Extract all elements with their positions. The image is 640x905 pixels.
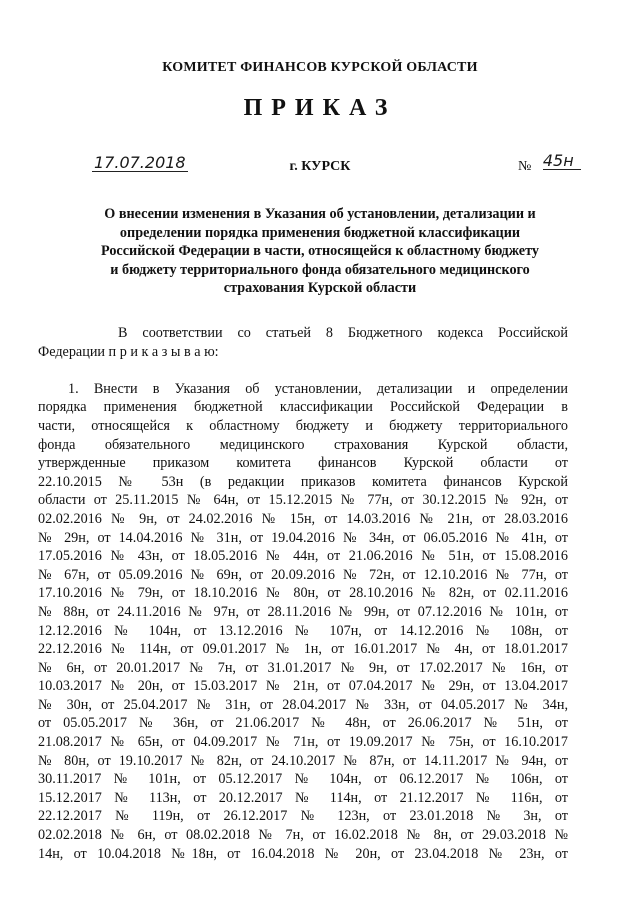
paragraph-item-1 <box>38 380 568 863</box>
body-line: порядка применения бюджетной классификации Российской Федерации в <box>38 399 568 416</box>
order-date-value: 17.07.2018 <box>94 153 186 172</box>
body-line: № 6н, от 20.01.2017 № 7н, от 31.01.2017 № 9н, от 17.02.2017 № 16н, от <box>38 659 568 676</box>
subject-line: определении порядка применения бюджетной классификации <box>119 224 521 241</box>
body-line: В соответствии со статьей 8 Бюджетного кодекса Российской <box>118 325 568 341</box>
body-line: Федерации п р и к а з ы в а ю: <box>38 343 219 360</box>
body-line: 17.05.2016 № 43н, от 18.05.2016 № 44н, от 21.06.2016 № 51н, от 15.08.2016 <box>38 548 568 565</box>
body-line: 1. Внести в Указания об установлении, детализации и определении <box>68 380 568 397</box>
subject-line: страхования Курской области <box>223 280 417 297</box>
order-number-label: № <box>518 159 532 174</box>
body-line: 15.12.2017 № 113н, от 20.12.2017 № 114н, от 21.12.2017 № 116н, от <box>38 789 568 806</box>
body-line: № 80н, от 19.10.2017 № 82н, от 24.10.2017 № 87н, от 14.11.2017 № 94н, от <box>38 752 568 769</box>
order-subject <box>70 205 570 298</box>
body-line: 22.10.2015 № 53н (в редакции приказов комитета финансов Курской <box>38 473 568 490</box>
body-line: 22.12.2016 № 114н, от 09.01.2017 № 1н, от 16.01.2017 № 4н, от 18.01.2017 <box>38 641 568 658</box>
body-line: области от 25.11.2015 № 64н, от 15.12.2015 № 77н, от 30.12.2015 № 92н, от <box>38 492 568 509</box>
body-line: утвержденные приказом комитета финансов Курской области от <box>38 455 568 472</box>
paragraph-preamble <box>38 324 568 361</box>
subject-line: О внесении изменения в Указания об установлении, детализации и <box>104 206 536 222</box>
body-line: фонда обязательного медицинского страхования Курской области, <box>38 436 568 453</box>
body-line: № 67н, от 05.09.2016 № 69н, от 20.09.2016 № 72н, от 12.10.2016 № 77н, от <box>38 566 568 583</box>
body-line: № 29н, от 14.04.2016 № 31н, от 19.04.2016 № 34н, от 06.05.2016 № 41н, от <box>38 529 568 546</box>
subject-line: Российской Федерации в части, относящейся к областному бюджету <box>101 243 539 260</box>
body-line: 02.02.2018 № 6н, от 08.02.2018 № 7н, от 16.02.2018 № 8н, от 29.03.2018 № <box>38 827 568 844</box>
body-line: 12.12.2016 № 104н, от 13.12.2016 № 107н, от 14.12.2016 № 108н, от <box>38 622 568 639</box>
body-line: 22.12.2017 № 119н, от 26.12.2017 № 123н, от 23.01.2018 № 3н, от <box>38 808 568 825</box>
order-body <box>38 324 568 863</box>
body-line: 30.11.2017 № 101н, от 05.12.2017 № 104н, от 06.12.2017 № 106н, от <box>38 771 568 788</box>
body-line: № 88н, от 24.11.2016 № 97н, от 28.11.2016 № 99н, от 07.12.2016 № 101н, от <box>38 603 568 620</box>
order-number <box>518 151 581 174</box>
body-line: 02.02.2016 № 9н, от 24.02.2016 № 15н, от 14.03.2016 № 21н, от 28.03.2016 <box>38 510 568 527</box>
document-type-title: ПРИКАЗ <box>243 95 397 121</box>
order-city: г. КУРСК <box>289 159 351 174</box>
subject-line: и бюджету территориального фонда обязательного медицинского <box>110 261 530 278</box>
body-line: № 30н, от 25.04.2017 № 31н, от 28.04.2017 № 33н, от 04.05.2017 № 34н, <box>38 696 568 713</box>
body-line: части, относящейся к областному бюджету и бюджету территориального <box>38 417 568 434</box>
body-line: от 05.05.2017 № 36н, от 21.06.2017 № 48н, от 26.06.2017 № 51н, от <box>38 715 568 732</box>
body-line: 21.08.2017 № 65н, от 04.09.2017 № 71н, от 19.09.2017 № 75н, от 16.10.2017 <box>38 734 568 751</box>
order-number-value: 45н <box>543 153 581 170</box>
committee-title: КОМИТЕТ ФИНАНСОВ КУРСКОЙ ОБЛАСТИ <box>162 60 478 75</box>
body-line: 14н, от 10.04.2018 №18н, от 16.04.2018 № 20н, от 23.04.2018 № 23н, от <box>38 845 568 862</box>
body-line: 10.03.2017 № 20н, от 15.03.2017 № 21н, от 07.04.2017 № 29н, от 13.04.2017 <box>38 678 568 695</box>
body-line: 17.10.2016 № 79н, от 18.10.2016 № 80н, от 28.10.2016 № 82н, от 02.11.2016 <box>38 585 568 602</box>
